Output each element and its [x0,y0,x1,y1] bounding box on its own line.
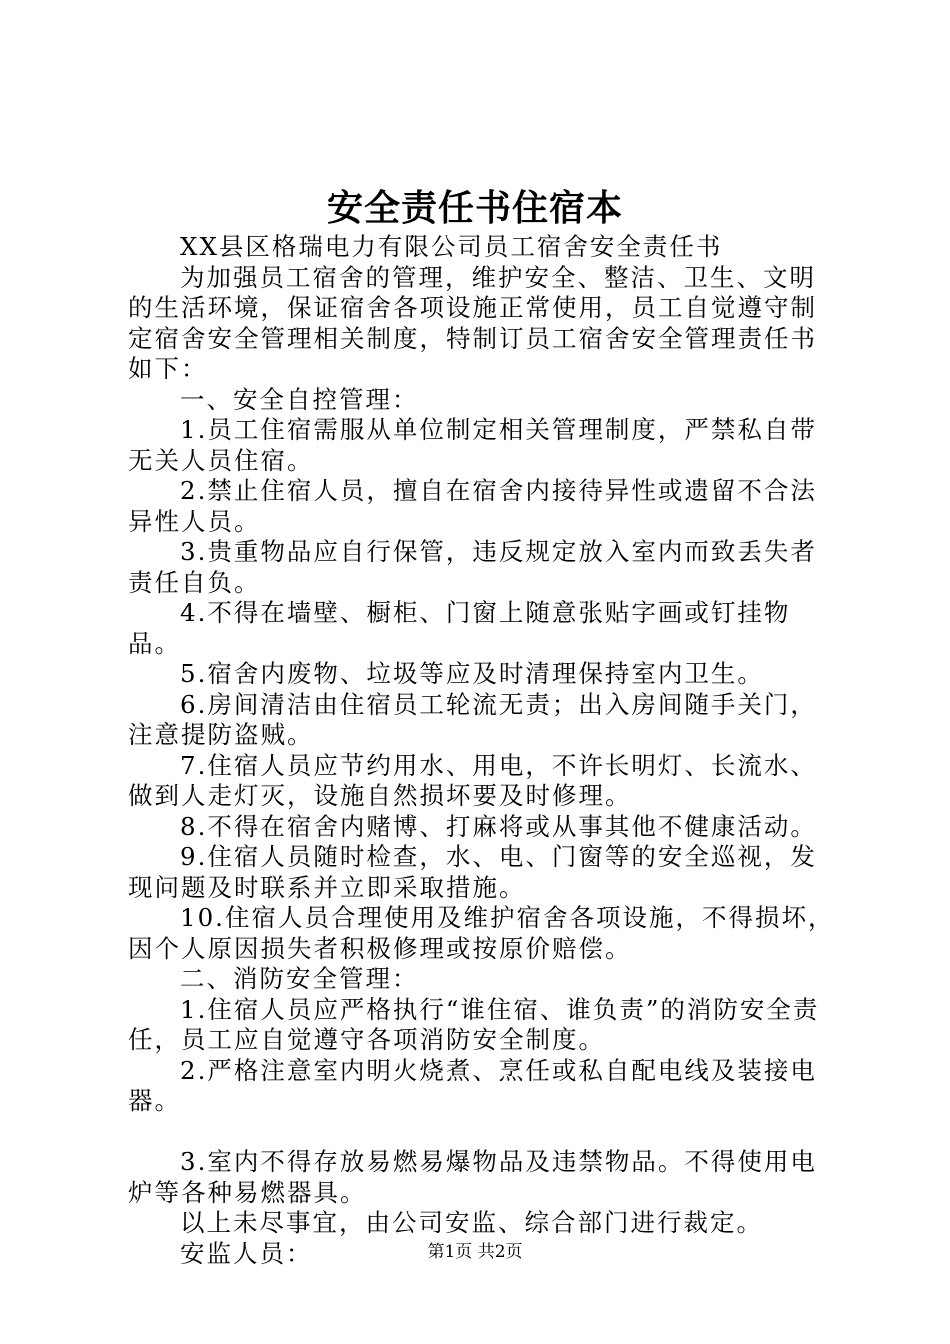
section-heading-2: 二、消防安全管理： [180,964,419,993]
rule-item: 3.贵重物品应自行保管，违反规定放入室内而致丢失者责任自负。 [128,537,817,597]
rule-item: 8.不得在宿舍内赌博、打麻将或从事其他不健康活动。 [180,811,817,841]
rule-item: 1.住宿人员应严格执行“谁住宿、谁负责”的消防安全责任，员工应自觉遵守各项消防安全制度。 [128,994,820,1054]
rule-item: 9.住宿人员随时检查，水、电、门窗等的安全巡视，发现问题及时联系并立即采取措施。 [128,842,817,902]
rule-item: 5.宿舍内废物、垃圾等应及时清理保持室内卫生。 [180,659,764,688]
paragraph-intro: 为加强员工宿舍的管理，维护安全、整洁、卫生、文明的生活环境，保证宿舍各项设施正常使用，员工自觉遵守制定宿舍安全管理相关制度，特制订员工宿舍安全管理责任书如下： [128,262,817,383]
page-number: 第1页 共2页 [427,1242,523,1262]
rule-item: 1.员工住宿需服从单位制定相关管理制度，严禁私自带无关人员住宿。 [128,415,817,475]
document-title: 安全责任书住宿本 [326,187,623,229]
rule-item: 3.室内不得存放易燃易爆物品及违禁物品。不得使用电炉等各种易燃器具。 [128,1147,817,1207]
rule-item: 4.不得在墙壁、橱柜、门窗上随意张贴字画或钉挂物品。 [128,598,791,658]
closing-note: 以上未尽事宜，由公司安监、综合部门进行裁定。 [180,1208,763,1237]
rule-item: 7.住宿人员应节约用水、用电，不许长明灯、长流水、做到人走灯灭，设施自然损坏要及时修理。 [128,750,817,810]
rule-item: 10.住宿人员合理使用及维护宿舍各项设施，不得损坏，因个人原因损失者积极修理或按原价赔偿。 [128,903,835,963]
blank-line [128,1117,836,1148]
rule-item: 2.严格注意室内明火烧煮、烹任或私自配电线及装接电器。 [128,1055,817,1115]
rule-item: 6.房间清洁由住宿员工轮流无责；出入房间随手关门，注意提防盗贼。 [128,689,817,749]
document-body [128,232,836,1269]
signature-label: 安监人员： [180,1238,313,1268]
section-heading-1: 一、安全自控管理： [180,384,419,414]
paragraph-heading: XX县区格瑞电力有限公司员工宿舍安全责任书 [180,232,723,261]
rule-item: 2.禁止住宿人员，擅自在宿舍内接待异性或遗留不合法异性人员。 [128,476,817,536]
